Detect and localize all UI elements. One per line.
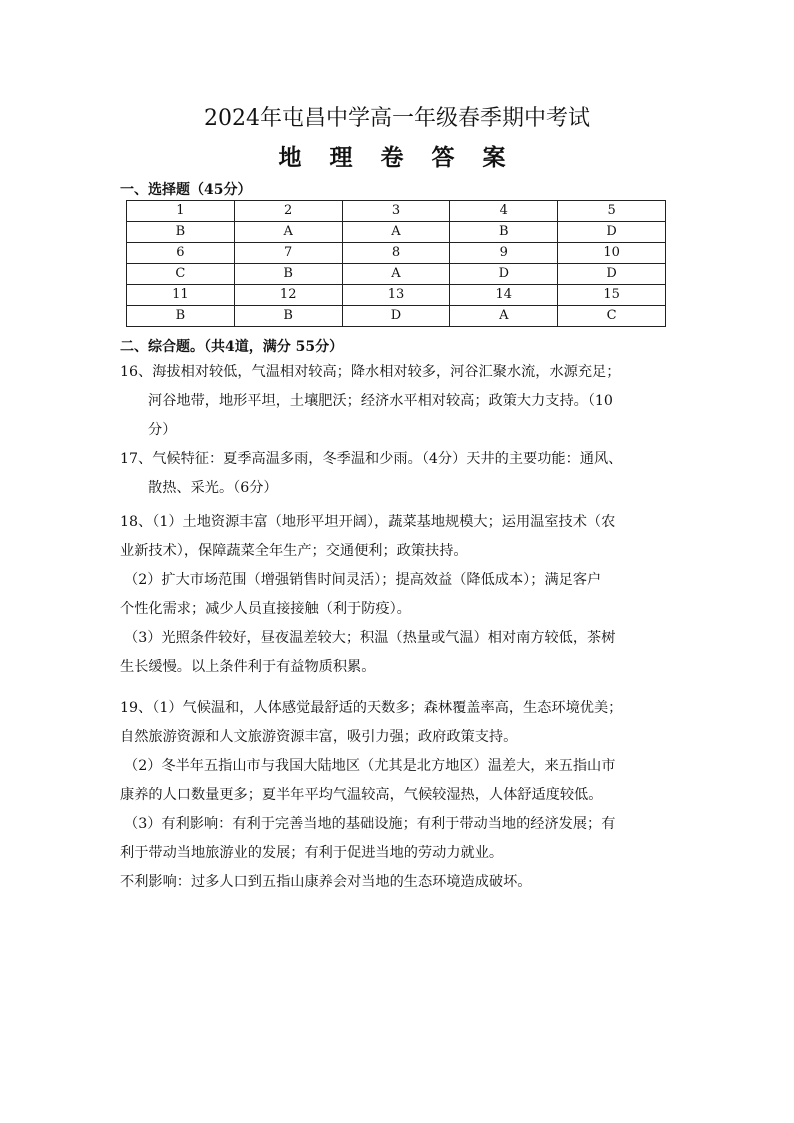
table-cell: B xyxy=(234,264,342,285)
table-cell: B xyxy=(127,222,235,243)
answer-line: （2）冬半年五指山市与我国大陆地区（尤其是北方地区）温差大，来五指山市 xyxy=(124,758,616,774)
answer-line: 业新技术），保障蔬菜全年生产；交通便利；政策扶持。 xyxy=(120,543,468,559)
table-cell: D xyxy=(450,264,558,285)
answer-line: 生长缓慢。以上条件利于有益物质积累。 xyxy=(120,659,376,675)
table-cell: 2 xyxy=(234,201,342,222)
table-cell: 15 xyxy=(558,285,666,306)
table-cell: 14 xyxy=(450,285,558,306)
answer-line: 散热、采光。（6分） xyxy=(148,480,278,496)
answer-line: 19、（1）气候温和，人体感觉最舒适的天数多；森林覆盖率高，生态环境优美； xyxy=(120,700,623,716)
answer-line: 不利影响：过多人口到五指山康养会对当地的生态环境造成破坏。 xyxy=(120,874,532,890)
table-cell: A xyxy=(342,264,450,285)
table-cell: 10 xyxy=(558,243,666,264)
table-cell: B xyxy=(127,306,235,327)
table-cell: A xyxy=(234,222,342,243)
answer-line: 个性化需求；减少人员直接接触（利于防疫）。 xyxy=(120,601,411,617)
answer-line: （2）扩大市场范围（增强销售时间灵活）；提高效益（降低成本）；满足客户 xyxy=(124,572,602,588)
table-cell: 8 xyxy=(342,243,450,264)
table-cell: 6 xyxy=(127,243,235,264)
answer-line: 利于带动当地旅游业的发展；有利于促进当地的劳动力就业。 xyxy=(120,845,504,861)
table-cell: C xyxy=(127,264,235,285)
answer-line: 自然旅游资源和人文旅游资源丰富，吸引力强；政府政策支持。 xyxy=(120,729,518,745)
question-18-answer xyxy=(120,508,680,682)
table-cell: 4 xyxy=(450,201,558,222)
question-19-answer xyxy=(120,694,680,897)
table-cell: C xyxy=(558,306,666,327)
table-cell: 12 xyxy=(234,285,342,306)
answer-line: （3）有利影响：有利于完善当地的基础设施；有利于带动当地的经济发展；有 xyxy=(124,816,616,832)
table-row xyxy=(127,201,666,222)
answer-sheet-subtitle: 地 理 卷 答 案 xyxy=(278,144,516,171)
table-cell: B xyxy=(450,222,558,243)
table-row xyxy=(127,222,666,243)
table-cell: D xyxy=(342,306,450,327)
table-cell: A xyxy=(342,222,450,243)
table-cell: 13 xyxy=(342,285,450,306)
answer-line: 康养的人口数量更多；夏半年平均气温较高，气候较湿热，人体舒适度较低。 xyxy=(120,787,603,803)
table-row xyxy=(127,243,666,264)
answer-line: 河谷地带，地形平坦，土壤肥沃；经济水平相对较高；政策大力支持。（10 xyxy=(148,393,613,409)
section-choice-heading: 一、选择题（45分） xyxy=(120,182,252,198)
section-comprehensive-heading: 二、综合题。（共4道，满分 55分） xyxy=(120,339,344,355)
table-cell: 5 xyxy=(558,201,666,222)
question-17-answer xyxy=(120,445,680,503)
answer-line: 16、海拔相对较低，气温相对较高；降水相对较多，河谷汇聚水流，水源充足； xyxy=(120,364,621,380)
table-cell: D xyxy=(558,264,666,285)
answer-line: 18、（1）土地资源丰富（地形平坦开阔），蔬菜基地规模大；运用温室技术（农 xyxy=(120,514,616,530)
answer-line: （3）光照条件较好，昼夜温差较大；积温（热量或气温）相对南方较低，茶树 xyxy=(124,630,616,646)
question-16-answer xyxy=(120,358,680,445)
answer-line: 17、气候特征：夏季高温多雨，冬季温和少雨。（4分）天井的主要功能：通风、 xyxy=(120,451,623,467)
table-row xyxy=(127,306,666,327)
exam-title: 2024年屯昌中学高一年级春季期中考试 xyxy=(204,106,590,131)
table-row xyxy=(127,285,666,306)
table-cell: B xyxy=(234,306,342,327)
table-cell: D xyxy=(558,222,666,243)
table-cell: 3 xyxy=(342,201,450,222)
answer-line: 分） xyxy=(148,422,177,438)
table-cell: 1 xyxy=(127,201,235,222)
table-cell: 11 xyxy=(127,285,235,306)
table-row xyxy=(127,264,666,285)
table-cell: 9 xyxy=(450,243,558,264)
table-cell: A xyxy=(450,306,558,327)
table-cell: 7 xyxy=(234,243,342,264)
answer-table xyxy=(126,200,666,327)
